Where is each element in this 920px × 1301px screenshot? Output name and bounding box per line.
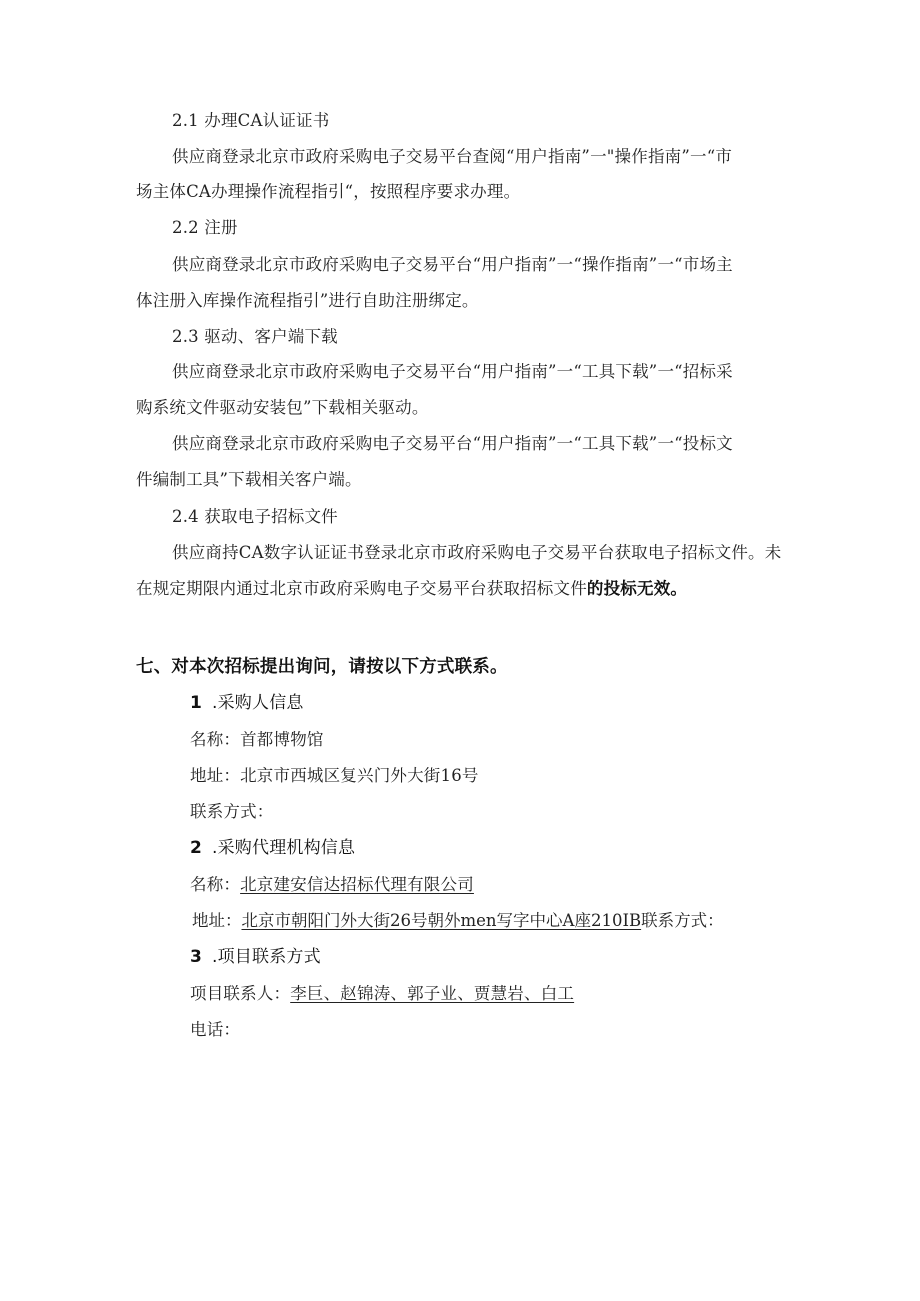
purchaser-name-label: 名称：	[190, 730, 241, 749]
paragraph-2-2-line-1: 供应商登录北京市政府采购电子交易平台“用户指南”一“操作指南”一“市场主	[172, 255, 733, 274]
subsection-1-heading	[190, 692, 304, 714]
project-contacts-label: 项目联系人：	[190, 984, 291, 1003]
paragraph-2-3a-line-2: 购系统文件驱动安装包”下载相关驱动。	[136, 398, 429, 417]
paragraph-2-4-line-1: 供应商持CA数字认证证书登录北京市政府采购电子交易平台获取电子招标文件。未	[172, 543, 782, 562]
purchaser-address-value: 北京市西城区复兴门外大街16号	[240, 766, 479, 785]
subsection-1-title: .采购人信息	[212, 693, 304, 713]
subsection-3-number: 3	[190, 947, 203, 967]
paragraph-2-3b-line-1: 供应商登录北京市政府采购电子交易平台“用户指南”一“工具下载”一“投标文	[172, 434, 733, 453]
subsection-3-title: .项目联系方式	[212, 947, 321, 967]
paragraph-2-4-line-2-text: 在规定期限内通过北京市政府采购电子交易平台获取招标文件	[136, 579, 587, 598]
purchaser-address	[190, 765, 479, 787]
paragraph-2-3a-line-1: 供应商登录北京市政府采购电子交易平台“用户指南”一“工具下载”一“招标采	[172, 362, 733, 381]
heading-2-3: 2.3 驱动、客户端下载	[172, 327, 338, 346]
heading-2-1: 2.1 办理CA认证证书	[172, 111, 330, 130]
paragraph-2-1-line-2: 场主体CA办理操作流程指引“，按照程序要求办理。	[136, 182, 521, 201]
agency-address-label: 地址：	[192, 911, 242, 930]
subsection-1-number: 1	[190, 693, 203, 713]
subsection-2-heading	[190, 837, 355, 859]
invalid-bid-note: 的投标无效。	[586, 579, 688, 598]
heading-2-2: 2.2 注册	[172, 218, 238, 237]
subsection-2-title: .采购代理机构信息	[212, 838, 356, 858]
agency-address-value: 北京市朝阳门外大街26号朝外men写字中心A座210IB	[241, 911, 642, 930]
purchaser-name	[190, 729, 324, 751]
purchaser-contact: 联系方式：	[190, 802, 274, 821]
heading-2-4: 2.4 获取电子招标文件	[172, 507, 338, 526]
section-7-title: 七、对本次招标提出询问，请按以下方式联系。	[136, 657, 508, 677]
subsection-3-heading	[190, 946, 321, 968]
paragraph-2-2-line-2: 体注册入库操作流程指引”进行自助注册绑定。	[136, 291, 479, 310]
agency-name	[190, 874, 474, 896]
agency-address	[192, 910, 724, 932]
project-contacts-value: 李巨、赵锦涛、郭子业、贾慧岩、白工	[290, 984, 575, 1003]
agency-name-value: 北京建安信达招标代理有限公司	[240, 875, 474, 894]
agency-name-label: 名称：	[190, 875, 241, 894]
project-phone: 电话：	[190, 1020, 241, 1039]
purchaser-name-value: 首都博物馆	[240, 730, 324, 749]
agency-contact-label: 联系方式：	[641, 911, 724, 930]
subsection-2-number: 2	[190, 838, 203, 858]
paragraph-2-1-line-1: 供应商登录北京市政府采购电子交易平台查阅“用户指南”一"操作指南”一“市	[172, 147, 733, 166]
paragraph-2-4-line-2	[136, 578, 687, 600]
project-contacts	[190, 983, 574, 1005]
paragraph-2-3b-line-2: 件编制工具”下载相关客户端。	[136, 470, 362, 489]
purchaser-address-label: 地址：	[190, 766, 241, 785]
